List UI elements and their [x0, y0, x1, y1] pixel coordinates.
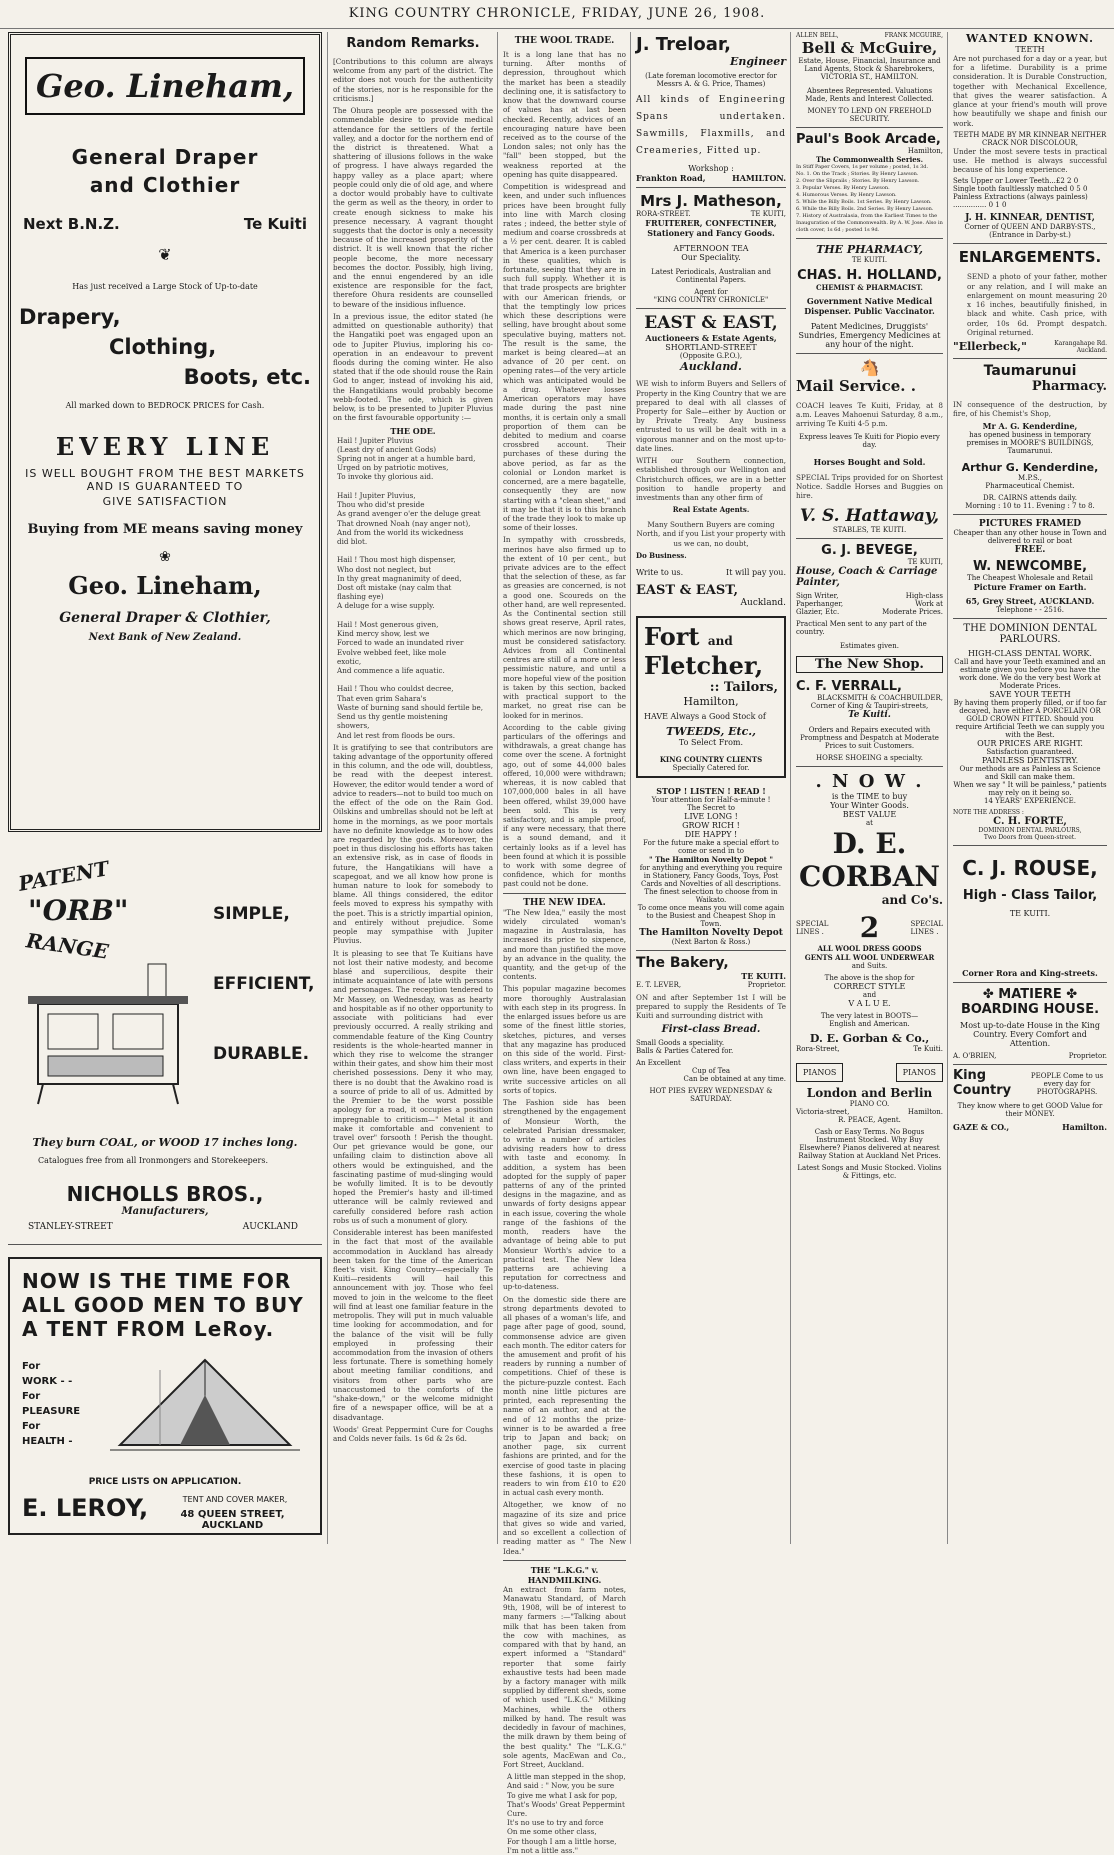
pharmacy-title: THE PHARMACY,: [816, 243, 923, 256]
dental-note: NOTE THE ADDRESS :: [953, 809, 1024, 817]
treloar-town: HAMILTON.: [732, 173, 786, 184]
column-rule: [947, 32, 948, 1544]
pharmacy-govt: Government Native Medical Dispenser. Public Vaccinator.: [804, 296, 935, 316]
leroy-for: For: [22, 1361, 41, 1372]
novelty-name: The Hamilton Novelty Depot: [639, 927, 783, 938]
pianos-row: [796, 1063, 943, 1082]
east-title: Auctioneers & Estate Agents,: [645, 333, 777, 344]
corban-name2: D. E. Gorban & Co.,: [809, 1032, 930, 1046]
column-2: [333, 32, 493, 1544]
novelty-once: To come once means you will come again to the Busiest and Cheapest Shop in Town.: [637, 903, 785, 928]
woods-cure-ad: Woods' Great Peppermint Cure for Coughs and Colds never fails. 1s 6d & 2s 6d.: [333, 1424, 493, 1443]
taum-name2: Arthur G. Kenderdine,: [961, 461, 1099, 475]
lineham-name: Geo. Lineham,: [25, 57, 305, 115]
novelty-stop: STOP ! LISTEN ! READ !: [656, 785, 766, 796]
orb-simple: SIMPLE,: [213, 904, 290, 924]
gaze-king-country: King Country: [953, 1068, 1012, 1098]
lineham-location: [19, 215, 311, 233]
lineham-bought: IS WELL BOUGHT FROM THE BEST MARKETS AND IS GUARANTEED TO: [25, 467, 305, 493]
column-6: [953, 32, 1107, 1544]
matiere-body: Most up-to-date House in the King Country. Every Comfort and Attention.: [960, 1021, 1100, 1049]
mail-horses: Horses Bought and Sold.: [813, 456, 926, 467]
fort-clients: KING COUNTRY CLIENTS: [659, 754, 763, 764]
bell-allen: ALLEN BELL,: [796, 32, 839, 39]
newshop-town: Te Kuiti.: [848, 710, 891, 721]
ornament-icon: ❦: [158, 245, 172, 264]
novelty-die: DIE HAPPY !: [684, 829, 738, 839]
east-body2: WITH our Southern connection, established through our Wellington and Christchurch offices, we are in a better position to handle property and investments than any other firm of: [636, 456, 786, 502]
column-3: [503, 32, 627, 1855]
taum-mr: Mr A. G. Kenderdine,: [982, 421, 1078, 432]
dental-hc: HIGH-CLASS DENTAL WORK.: [968, 649, 1092, 659]
bakery-excellent: An Excellent: [636, 1058, 681, 1067]
novelty-secret: The Secret to: [687, 803, 735, 812]
corban-name: D. E. CORBAN: [799, 827, 940, 894]
mail-express: Express leaves Te Kuiti for Piopio every day.: [799, 432, 940, 449]
gaze-footer: GAZE & CO., Hamilton.: [953, 1121, 1107, 1132]
dental-body: Call and have your Teeth examined and an estimate given you before you have the work done. We do the very best Work at Moderate Prices.: [954, 658, 1106, 691]
teeth-entr: (Entrance in Darby-st.): [989, 231, 1071, 240]
bakery-pies: HOT PIES EVERY WEDNESDAY & SATURDAY.: [649, 1086, 773, 1103]
treloar-header: [636, 34, 786, 55]
teeth-single: Single tooth faultlessly matched 0 5 0: [953, 185, 1088, 194]
east-write: [636, 568, 786, 577]
corban-gents: GENTS ALL WOOL UNDERWEAR: [804, 953, 935, 963]
rouse-town: TE KUITI.: [1009, 909, 1051, 919]
leroy-pleasure: PLEASURE: [22, 1406, 81, 1417]
article-paragraph: In sympathy with crossbreds, merinos have also firmed up to the extent of 10 per cent., but private advices are to the effect that the selection of these, as far as greasies are concerned, is not a good one. Scoureds on the other hand, are well represented. As the Continental section still shows great reserve, April rates, which merinos are now bringing, must be considered satisfactory. Advices from all Continental centres are still of a more or less pessimistic nature, and until a more hopeful view of the position is taken by this section, backed with practical support to the market, no great rise can be looked for in merinos.: [503, 535, 626, 720]
lineham-stock: Has just received a Large Stock of Up-to-date: [72, 282, 258, 291]
fort-name2: Fletcher,: [644, 650, 764, 680]
orb-range-advert: [8, 844, 322, 1245]
newshop-name: C. F. VERRALL,: [796, 679, 902, 695]
tent-illustration: [100, 1355, 310, 1465]
treloar-address: [636, 173, 786, 183]
orb-city: AUCKLAND: [242, 1222, 298, 1232]
gaze-header: [953, 1069, 1107, 1098]
corban-latest: The very latest in BOOTS—: [820, 1012, 919, 1021]
taum-pharm: Pharmacy.: [1031, 378, 1107, 394]
coach-icon: 🐴: [859, 358, 880, 377]
east-city2: Auckland.: [740, 597, 786, 608]
teeth-body: Are not purchased for a day or a year, but for a lifetime. Durability is a prime consideration. It is Durable Construction, together with Mechanical Excellence, that gives the wearer satisfaction. A glance at your friend's mouth will prove how beautifully we shape and finish our work.: [953, 54, 1107, 128]
fort-select: To Select From.: [678, 737, 744, 747]
pianos-latest: Latest Songs and Music Stocked. Violins & Fittings, etc.: [797, 1164, 942, 1181]
article-paragraph: It is gratifying to see that contributors are taking advantage of the opportunity offered in this column, and the ode will, doubtless, be read with the deepest interest. However, the editor would tender a word of advice to readers—not to build too much on the effect of the ode on the Rain God. Oilskins and umbrellas should not be left at home in the mornings, as we poor mortals have no definite knowledge as to how odes are regarded by the gods. Moreover, the poet in thus disclosing his efforts has taken an extensive risk, as in case of floods in future, the Hangatikians will have a scapegoat, and we all know how prone is human nature to look for somebody to blame. All things considered, the editor feels moved to express his sympathy with the poet. This is a strictly impartial opinion, and entirely without prejudice. Some people may sympathise with Jupiter Pluvius.: [333, 742, 493, 946]
leroy-for: For: [22, 1421, 41, 1432]
orb-range: RANGE: [24, 928, 111, 964]
article-paragraph: This popular magazine becomes more thoroughly Australasian with each step in its progress. In the enlarged issues before us are some of the finest little stories, sketches, pictures, and verses that any magazine has produced on this side of the world. First-class writers, and experts in their own line, have been engaged to write successive articles on all sorts of topics.: [503, 984, 626, 1095]
stove-illustration: [18, 964, 198, 1114]
taum-chem: Pharmaceutical Chemist.: [985, 482, 1075, 491]
leroy-advert: [8, 1257, 322, 1535]
east-name: EAST & EAST,: [644, 313, 778, 334]
fort-fletcher-advert: [636, 616, 786, 778]
corban-above: The above is the shop for: [824, 974, 915, 983]
dental-sat: Satisfaction guaranteed.: [986, 748, 1074, 757]
dental-body2: By having them properly filled, or if too far decayed, have either A PORCELAIN OR GOLD CROWN FITTED. Should you require Artificial Teeth we can supply you with the Best.: [953, 699, 1107, 740]
novelty-future: For the future make a special effort to come or send in to: [643, 838, 779, 855]
treloar-body: All kinds of Engineering Spans undertaken. Sawmills, Flaxmills, and Creameries, Fitted up.: [636, 95, 786, 157]
east-real: Real Estate Agents.: [672, 505, 750, 515]
rouse-name: C. J. ROUSE,: [962, 856, 1098, 881]
east-pay-text: It will pay you.: [726, 567, 786, 577]
bevege-pract: Practical Men sent to any part of the country.: [796, 620, 927, 637]
taum-opened: has opened business in temporary premises in MOORE'S BUILDINGS, Taumarunui.: [966, 431, 1094, 456]
bell-addr: VICTORIA ST., HAMILTON.: [820, 73, 919, 81]
orb-burn: They burn COAL, or WOOD 17 inches long.: [32, 1136, 298, 1149]
lineham-line1: General Draper: [71, 145, 259, 169]
bakery-small: Small Goods a speciality.: [636, 1038, 725, 1047]
orb-nicholls: NICHOLLS BROS.,: [66, 1182, 264, 1206]
lineham-every: EVERY LINE: [55, 432, 275, 461]
lineham-title2: General Draper & Clothier,: [59, 610, 271, 626]
rouse-title: High - Class Tailor,: [962, 888, 1098, 904]
column-rule: [630, 32, 631, 1544]
lineham-next: Next Bank of New Zealand.: [88, 632, 242, 643]
taum-body: IN consequence of the destruction, by fire, of his Chemist's Shop,: [953, 399, 1107, 419]
taum-dr: DR. CAIRNS attends daily.: [982, 494, 1078, 503]
leroy-health: HEALTH -: [22, 1436, 73, 1447]
treloar-name: J. Treloar,: [636, 34, 731, 55]
orb-durable: DURABLE.: [213, 1044, 310, 1064]
pharmacy-name: CHAS. H. HOLLAND,: [797, 268, 942, 283]
article-paragraph: "The New Idea," easily the most widely circulated woman's magazine in Australasia, has increased its price to sixpence, and more than justified the move by an advance in the quality, the quantity, and the get-up of the contents.: [503, 907, 626, 982]
paul-list: In Stiff Paper Covers, 1s per volume ; posted, 1s 3d. No. 1. On the Track ; Stories. By Henry Lawson. 2. Over the Sliprails ; Stories. By Henry Lawson. 3. Popular Verses. By Henry Lawson. 4. Humorous Verses. By Henry Lawson. 5. While the Billy Boils. 1st Series. By Henry Lawson. 6. While the Billy Boils. 2nd Series. By Henry Lawson. 7. History of Australasia, from the Earliest Times to the Inauguration of the Commonwealth. By A. W. Jose. Also in cloth cover, 1s 6d ; posted 1s 9d.: [796, 164, 943, 233]
teeth-sets: Sets Upper or Lower Teeth...£2 2 0: [953, 177, 1079, 186]
mail-special: SPECIAL Trips provided for on Shortest Notice. Saddle Horses and Buggies on hire.: [796, 472, 943, 501]
taum-mps: M.P.S.,: [1018, 474, 1042, 483]
matheson-paper: "KING COUNTRY CHRONICLE": [653, 296, 769, 305]
bakery-proprietor-row: [636, 981, 786, 989]
teeth-wanted: WANTED KNOWN.: [966, 32, 1094, 45]
pianos-co: PIANO CO.: [849, 1100, 890, 1109]
pictures-framer: Picture Framer on Earth.: [973, 582, 1087, 593]
corban-num: 2: [859, 911, 880, 945]
east-body1: WE wish to inform Buyers and Sellers of Property in the King Country that we are prepared to deal with all classes of Property for Sale—either by Auction or by Private Treaty. Any business entrusted to us will be dealt with in a vigorous manner and on the most up-to-date lines.: [636, 379, 786, 453]
corban-correct: CORRECT STYLE: [833, 982, 906, 992]
article-paragraph: On the domestic side there are strong departments devoted to all phases of a woman's life, and page after page of good, sound, commonsense advice are given each month. The editor caters for the amusement and profit of his readers by running a number of competitions. Chief of these is the picture-puzzle contest. Each month nine little pictures are printed, each representing the name of an author, and at the end of 12 months the prize-winner is to be awarded a free trip to Japan and back; on another page, six current fashions are printed, and for the exercise of good taste in placing these fashions, it is open to readers to win from £10 to £20 in actual cash every month.: [503, 1294, 626, 1498]
orb-patent: PATENT: [16, 856, 111, 896]
leroy-price: PRICE LISTS ON APPLICATION.: [88, 1477, 242, 1487]
corban-cos: and Co's.: [881, 893, 943, 908]
lineham-marked: All marked down to BEDROCK PRICES for Cash.: [65, 401, 265, 410]
novelty-depot: " The Hamilton Novelty Depot ": [649, 854, 773, 864]
article-paragraph: In a previous issue, the editor stated (he admitted on questionable authority) that the Hangatiki poet was engaged upon an ode to Jupiter Pluvius, imploring his co-operation in an endeavour to prevent floods during the coming winter. He also stated that if the ode should rouse the Rain God to anger, instead of invoking his aid, the Hangatikians would probably become webb-footed. The ode, which is given below, is to be presented to Jupiter Pluvius on the first favourable opportunity :—: [333, 311, 493, 423]
teeth-title: TEETH: [1015, 45, 1045, 54]
teeth-corner: Corner of QUEEN AND DARBY-STS.,: [964, 223, 1096, 232]
column-5: [796, 32, 943, 1544]
matheson-address: [636, 210, 786, 218]
article-paragraph: Considerable interest has been manifested in the fact that most of the available accommodation in Auckland has already been taken for the time of the American fleet's visit. King Country—especially Te Kuiti—residents will hail this announcement with joy. Those who feel moved to join in the welcome to the fleet will find at least one familiar feature in the metropolis. They will put in much valuable time looking for accommodation, and for the balance of the visit will be fully employed in professing their accommodation from the invasion of others less fortunate. There is something homely about meeting familiar conditions, and visitors from other parts who are unaccustomed to the comforts of the "shake-down," or the welcome midnight fire of a newspaper office, will be at a disadvantage.: [333, 1228, 493, 1422]
article-paragraph: An extract from farm notes, Manawatu Standard, of March 9th, 1908, will be of interest to many farmers :—"Talking about milk that has been taken from the cow with machines, as compared with that by hand, an expert informed a "Standard" reporter that some fairly exhaustive tests had been made by a factory manager with milk supplied by different sheds, some of which used "L.K.G." Milking Machines, while the others milked by hand. The result was decidedly in favour of machines, the milk drawn by them being of the best quality." The "L.K.G." sole agents, MacEwan and Co., Fort Street, Auckland.: [503, 1584, 626, 1769]
bakery-town: TE KUITI.: [741, 970, 786, 981]
novelty-attn: Your attention for Half-a-minute !: [651, 795, 771, 804]
leroy-maker: TENT AND COVER MAKER,: [182, 1495, 288, 1504]
paul-name: Paul's Book Arcade,: [796, 132, 941, 147]
pictures-body: Cheaper than any other house in Town and delivered to rail or boat: [953, 529, 1107, 546]
article-paragraph: The Fashion side has been strengthened by the engagement of Monsieur Worth, the celebrated Parisian dressmaker, to write a number of articles advising readers how to dress with taste and economy. In addition, a system has been adopted for the supply of paper patterns of any of the printed designs in the magazine, and as unwards of forty designs appear in each issue, covering the whole range of the fashions of the month, readers have the advantage of being able to put Monsieur Worth's advice to a practical test. The New Idea patterns are achieving a reputation for correctness and up-to-dateness.: [503, 1098, 626, 1292]
bakery-title: The Bakery,: [636, 954, 729, 971]
bevege-est: Estimates given.: [840, 642, 899, 651]
article-paragraph: The Ohura people are possessed with the commendable desire to provide medical attendance for the settlers of the fertile valley, and a doctor for the northern end of the district is threatened. What a shattering of illusions follows in the wake of progress. I have always regarded the happy valley as a place apart; where people could only die of old age, and where a doctor would probably have to cultivate the germ as well as the theory, in order to create enough sickness to make his presence necessary. A vagrant thought suggests that the doctor is only a necessity because of the increased prosperity of the district. It is well known that the richer people become, the more necessary becomes the doctor. Possibly, high living, and the ennui engendered by an idle existence are responsible for the fact, therefore Ohura residents are counselled to beware of the insidious influence.: [333, 106, 493, 309]
novelty-grow: GROW RICH !: [682, 820, 740, 830]
column-1: [8, 32, 322, 1544]
dental-methods: Our methods are as Painless as Science and Skill can make them.: [959, 765, 1101, 782]
novelty-finest: The finest selection to choose from in Waikato.: [644, 887, 778, 904]
matiere-prop-row: A. O'BRIEN, Proprietor.: [953, 1052, 1107, 1061]
article-paragraph: Altogether, we know of no magazine of its size and price that gives so wide and varied, and so excellent a collection of reading matter as " The New Idea.": [503, 1500, 626, 1556]
masthead: KING COUNTRY CHRONICLE, FRIDAY, JUNE 26, 1908.: [0, 0, 1114, 29]
corban-wool: ALL WOOL DRESS GOODS: [817, 944, 922, 954]
pictures-free: FREE.: [1014, 545, 1046, 556]
dental-title: THE DOMINION DENTAL PARLOURS.: [963, 623, 1097, 646]
fort-town: Hamilton,: [683, 694, 739, 708]
matheson-spec: Our Speciality.: [681, 253, 741, 263]
pianos-lb: London and Berlin: [806, 1086, 933, 1101]
novelty-body: for anything and everything you require in Stationery, Fancy Goods, Toys, Post Cards and Novelties of all descriptions.: [639, 863, 783, 888]
bell-frank: FRANK MCGUIRE,: [884, 32, 943, 39]
lineham-item2: Clothing,: [109, 335, 217, 359]
east-opp: (Opposite G.P.O.),: [679, 352, 743, 361]
column-rule: [497, 32, 498, 1544]
fort-name1: Fort and: [644, 621, 733, 651]
enl-addr: Karangahape Rd. Auckland.: [1054, 339, 1107, 354]
orb-manufacturers: Manufacturers,: [121, 1206, 209, 1217]
corban-special-row: SPECIAL LINES . 2 SPECIAL LINES .: [796, 911, 943, 945]
teeth-painless: Painless Extractions (always painless) ............... 0 1 0: [953, 193, 1088, 210]
pictures-cheap: The Cheapest Wholesale and Retail: [967, 574, 1093, 583]
east-city: Auckland.: [680, 360, 742, 374]
fort-catered: Specially Catered for.: [672, 763, 750, 772]
bevege-row1: Sign Writer, High-class: [796, 592, 943, 601]
lineham-item1: Drapery,: [19, 305, 121, 329]
leroy-name: E. LEROY,: [22, 1494, 149, 1522]
gaze-know: They know where to get GOOD Value for their MONEY.: [957, 1101, 1103, 1118]
newshop-orders: Orders and Repairs executed with Promptness and Despatch at Moderate Prices to suit Customers.: [800, 726, 939, 751]
pharmacy-chem: CHEMIST & PHARMACIST.: [816, 283, 923, 292]
bakery-body: ON and after September 1st I will be prepared to supply the Residents of Te Kuiti and surrounding district with: [636, 992, 786, 1021]
bakery-bread: First-class Bread.: [661, 1023, 761, 1035]
column-rule: [327, 32, 328, 1544]
east-body3: Many Southern Buyers are coming North, and if you List your property with us we can, no doubt,: [636, 520, 786, 548]
orb-street: STANLEY-STREET: [28, 1222, 113, 1232]
dental-forte: C. H. FORTE,: [993, 816, 1067, 828]
dental-painless: PAINLESS DENTISTRY.: [981, 756, 1079, 766]
pharmacy-patent: Patent Medicines, Druggists' Sundries, Emergency Medicines at any hour of the night.: [798, 322, 941, 349]
ode-title: THE ODE.: [390, 425, 436, 436]
bell-name: Bell & McGuire,: [801, 39, 938, 57]
bakery-balls: Balls & Parties Catered for.: [636, 1046, 734, 1055]
teeth-jh: J. H. KINNEAR, DENTIST,: [965, 213, 1095, 224]
ornament-icon: ❀: [159, 549, 171, 565]
matheson-periodicals: Latest Periodicals, Australian and Continental Papers.: [651, 268, 771, 285]
pictures-title: PICTURES FRAMED: [978, 519, 1082, 530]
bevege-line: House, Coach & Carriage Painter,: [796, 566, 938, 589]
lkg-title: THE "L.K.G." v. HANDMILKING.: [527, 1564, 602, 1585]
matheson-line2: Stationery and Fancy Goods.: [647, 228, 775, 239]
article-paragraph: It is a long lane that has no turning. After months of depression, throughout which the market has been a steadily declining one, it is satisfactory to know that the downward course of values has at last been checked. Recently, advices of an encouraging nature have been received as to the course of the London sales; not only has the "fall" been stopped, but the weakness reported at the opening has quite disappeared.: [503, 50, 626, 179]
pianos-cash: Cash or Easy Terms. No Bogus Instrument Stocked. Why Buy Elsewhere? Pianos delivered at nearest Railway Station at Auckland Net Prices.: [798, 1128, 941, 1161]
paul-town: Hamilton,: [907, 147, 943, 155]
matiere-house: BOARDING HOUSE.: [960, 1002, 1100, 1018]
paul-series: The Commonwealth Series.: [815, 155, 924, 164]
enl-body: SEND a photo of your father, mother or any relation, and I will make an enlargement on mount measuring 20 x 16 inches, beautifully finished, in black and white. Cash price, with order, 10s 6d. Prompt despatch. Original returned.: [967, 272, 1107, 337]
bakery-prop: E. T. LEVER,: [636, 980, 682, 989]
newshop-horse: HORSE SHOEING a specialty.: [816, 754, 923, 763]
taum-name: Taumarunui: [983, 362, 1077, 379]
corban-address: Rora-Street, Te Kuiti.: [796, 1045, 943, 1054]
treloar-road: Frankton Road,: [636, 173, 706, 184]
article-paragraph: Competition is widespread and keen, and under such influences prices have been brought fully into line with March closing rates ; indeed, the better style of medium and coarse crossbreds at a ½ per cent. dearer. It is cabled that America is a keen purchaser in these qualities, which is fortunate, seeing that they are in such full supply. Whether it is that trade prospects are brighter with our American friends, or that the temptingly low prices which these descriptions were selling, have brought about some speculative buying, matters not. The result is the same, the market is being cleared—at an advance of 20 per cent. on opening rates—of the very article which was anticipated would be a drug. Whatever losses American operators may have made during the past nine months, it is certain only a small proportion of them can be debited to medium and coarse crossbred account. Their purchases of these during the above period, as far as the colonial or London market is concerned, are a mere bagatelle, consequently they are now starting with a "clean sheet," and it may be that it is to this branch of the trade they look to make up some of their losses.: [503, 182, 627, 533]
column-rule: [790, 32, 791, 1544]
newshop-bs: BLACKSMITH & COACHBUILDER,: [817, 694, 943, 703]
dental-parl: DOMINION DENTAL PARLOURS,: [978, 827, 1082, 835]
bell-absent: Absentees Represented. Valuations Made, Rents and Interest Collected.: [805, 87, 934, 103]
bevege-row2: Paperhanger, Work at: [796, 600, 943, 609]
matheson-town: TE KUITI,: [750, 210, 786, 219]
lineham-advert: [8, 32, 322, 832]
lineham-loc-right: Te Kuiti: [243, 215, 307, 233]
lineham-loc-left: Next B.N.Z.: [23, 215, 120, 233]
mail-title: Mail Service. .: [796, 377, 916, 395]
orb-name: "ORB": [28, 894, 129, 927]
newshop-title: The New Shop.: [796, 656, 943, 673]
leroy-for-list: [22, 1359, 80, 1449]
hattaway-name: V. S. Hattaway,: [799, 506, 940, 527]
bakery-proprietor: Proprietor.: [747, 980, 786, 989]
fort-have: HAVE Always a Good Stock of: [644, 711, 766, 721]
article-paragraph: According to the cable giving particulars of the offerings and withdrawals, a great change has come over the scene. A fortnight ago, out of some 44,000 bales offered, 10,000 were withdrawn; whereas, it is now cabled that 107,000,000 bales in all have been offered, whilst 39,000 have been sold. This is very satisfactory, and is ample proof, if any were necessary, that there is a sound demand, and it certainly looks as if a level has been found at which it is possible to work with some degree of confidence, which for months past could not be done.: [503, 722, 626, 889]
bakery-cup: Cup of Tea: [691, 1066, 731, 1075]
corban-is: is the TIME to buy: [831, 792, 908, 802]
mail-coach: COACH leaves Te Kuiti, Friday, at 8 a.m. Leaves Mahoenui Saturday, 8 a.m., arriving Te Kuiti 4-5 p.m.: [796, 401, 943, 429]
bell-money: MONEY TO LEND ON FREEHOLD SECURITY.: [807, 107, 932, 123]
teeth-under: Under the most severe tests in practical use. He method is always successful because of his long experience.: [953, 146, 1107, 175]
pharmacy-town: TE KUITI.: [851, 256, 888, 264]
bevege-row3: Glazier, Etc. Moderate Prices.: [796, 608, 943, 617]
matiere-name: ✤ MATIERE ✤: [982, 987, 1078, 1003]
leroy-work: WORK - -: [22, 1376, 73, 1387]
matheson-line1: FRUITERER, CONFECTINER,: [645, 218, 777, 229]
corban-winter: Your Winter Goods.: [830, 801, 909, 811]
orb-address: [28, 1222, 298, 1232]
bell-line1: Estate, House, Financial, Insurance and Land Agents, Stock & Sharebrokers,: [798, 57, 941, 73]
matheson-name: Mrs J. Matheson,: [640, 192, 782, 211]
ode-text: Hail ! Jupiter Pluvius (Least dry of ancient Gods) Spring not in anger at a humble bard, Urged on by patriotic motives, To invoke thy glorious aid. Hail ! Jupiter Pluvius, Thou who did'st preside As grand avenger o'er the deluge great That drowned Noah (nay anger not), And from the world its wickedness did blot. Hail ! Thou most high dispenser, Who dost not neglect, but In thy great magnanimity of deed, Dost oft mistake (nay calm that flashing eye) A deluge for a wise supply. Hail ! Most generous given, Kind mercy show, lest we Forced to wade an inundated river Evolve webbed feet, like mole exotic, And commence a life aquatic. Hail ! Thou who couldst decree, That even grim Sahara's Waste of burning sand should fertile be, Send us thy gentle moistening showers, And let rest from floods be ours.: [337, 435, 484, 740]
hattaway-stables: STABLES, TE KUITI.: [832, 526, 907, 535]
newshop-corner: Corner of King & Taupiri-streets,: [810, 702, 929, 711]
pianos-box: PIANOS: [796, 1063, 843, 1082]
matheson-agent: Agent for: [694, 288, 728, 297]
corban-at: at: [866, 819, 873, 828]
east-street: SHORTLAND-STREET: [665, 343, 757, 353]
corban-best: BEST VALUE: [842, 810, 897, 820]
pianos-agent: R. PEACE, Agent.: [838, 1116, 901, 1125]
column-4: [636, 32, 786, 1544]
lkg-poem: A little man stepped in the shop, And said : " Now, you be sure To give me what I ask for pop, That's Woods' Great Peppermint Cure. It's no use to try and force On me some other class, For though I am a little horse, I'm not a little ass.": [507, 1772, 626, 1855]
bevege-town: TE KUITI,: [907, 558, 943, 567]
teeth-made: TEETH MADE BY MR KINNEAR NEITHER CRACK NOR DISCOLOUR,: [953, 130, 1107, 147]
matheson-tea: AFTERNOON TEA: [673, 244, 749, 254]
random-remarks-title: Random Remarks.: [346, 36, 480, 51]
treloar-title: Engineer: [729, 55, 786, 68]
pictures-name: W. NEWCOMBE,: [972, 559, 1088, 575]
treloar-sub: (Late foreman locomotive erector for Messrs A. & G. Price, Thames): [645, 72, 777, 88]
fort-tailors: :: Tailors,: [709, 679, 778, 695]
east-write-text: Write to us.: [636, 567, 684, 577]
leroy-headline: NOW IS THE TIME FOR ALL GOOD MEN TO BUY A TENT FROM LeRoy.: [22, 1269, 304, 1341]
article-paragraph: It is pleasing to see that Te Kuitians have not lost their native modesty, and become blasé and supercilious, despite their intimate acquaintance of late with persons and personages. The reception tendered to Mr Massey, on Wednesday, was as hearty and hospitable as if no other opportunity to associate with politicians had ever previously occurred. A really striking and commendable feature of the King Country residents is the whole-hearted manner in which they rise to welcome the stranger within their gates, and show him their most cherished possessions. Deny it who may, there is no doubt that the Awakino road is a source of pride to all of us. Admitted by the Premier to be the worst possible apology for a road, it occupies a position impregnable to criticism—" Metal it and make it comfortable and convenient to travel over" forsooth ! Perish the thought. Our pet grievance would be gone, our unfailing claim to distinction above all others would be extinguished, and the fascinating pastime of mud-slinging would be wofully limited. It is to be devoutly hoped the Premier's hasty and ill-timed utterance will be calmly reviewed and carefully considered before rash action robs us of such a monument of glory.: [333, 948, 493, 1225]
corban-value: V A L U E.: [848, 999, 891, 1009]
dental-two: Two Doors from Queen-street.: [983, 834, 1077, 842]
corban-now: . N O W .: [815, 771, 924, 793]
lineham-satisfaction: GIVE SATISFACTION: [102, 495, 228, 508]
gaze-people: PEOPLE Come to us every day for PHOTOGRAPHS.: [1030, 1071, 1104, 1096]
pictures-addr: 65, Grey Street, AUCKLAND.: [965, 596, 1095, 607]
corban-eng: English and American.: [829, 1020, 910, 1029]
dental-when: When we say " It will be painless," patients may rely on it being so.: [953, 781, 1107, 798]
lineham-item3: Boots, etc.: [183, 365, 311, 389]
novelty-addr: (Next Barton & Ross.): [671, 937, 751, 946]
novelty-live: LIVE LONG !: [684, 811, 738, 821]
dental-years: 14 YEARS' EXPERIENCE.: [983, 797, 1076, 806]
dental-save: SAVE YOUR TEETH: [989, 690, 1071, 700]
matheson-street: RORA-STREET.: [636, 210, 691, 219]
treloar-workshop: Workshop :: [688, 164, 734, 174]
corban-suits: and Suits.: [851, 962, 888, 971]
enl-title: ENLARGEMENTS.: [958, 248, 1102, 267]
east-do: Do Business.: [636, 550, 687, 560]
bakery-obtained: Can be obtained at any time.: [683, 1074, 786, 1083]
article-paragraph: [Contributions to this column are always welcome from any part of the district. The editor does not vouch for the authenticity of the stories, nor is he responsible for the criticisms.]: [333, 57, 493, 103]
lineham-buying: Buying from ME means saving money: [27, 522, 303, 537]
corban-and: and: [862, 991, 877, 1000]
enl-footer: [953, 340, 1107, 354]
taum-hours: Morning : 10 to 11. Evening : 7 to 8.: [965, 502, 1095, 511]
lineham-line2: and Clothier: [89, 173, 241, 197]
east-name2: EAST & EAST,: [636, 582, 739, 598]
orb-catalogues: Catalogues free from all Ironmongers and Storekeepers.: [38, 1156, 268, 1165]
bell-partners: [796, 32, 943, 39]
pictures-tel: Telephone - - 2516.: [996, 606, 1064, 615]
enl-ellerbeck: "Ellerbeck,": [953, 340, 1027, 354]
rouse-corner: Corner Rora and King-streets.: [962, 968, 1098, 979]
dental-prices: OUR PRICES ARE RIGHT.: [977, 739, 1083, 749]
pianos-box: PIANOS: [896, 1063, 943, 1082]
pianos-address: Victoria-street, Hamilton.: [796, 1108, 943, 1117]
leroy-address: 48 QUEEN STREET, AUCKLAND: [180, 1509, 285, 1531]
orb-efficient: EFFICIENT,: [213, 974, 315, 994]
lineham-name2: Geo. Lineham,: [68, 571, 262, 600]
new-idea-title: THE NEW IDEA.: [523, 897, 606, 908]
fort-tweeds: TWEEDS, Etc.,: [666, 724, 756, 738]
bevege-name: G. J. BEVEGE,: [821, 543, 918, 559]
wool-trade-title: THE WOOL TRADE.: [514, 36, 615, 46]
leroy-for: For: [22, 1391, 41, 1402]
